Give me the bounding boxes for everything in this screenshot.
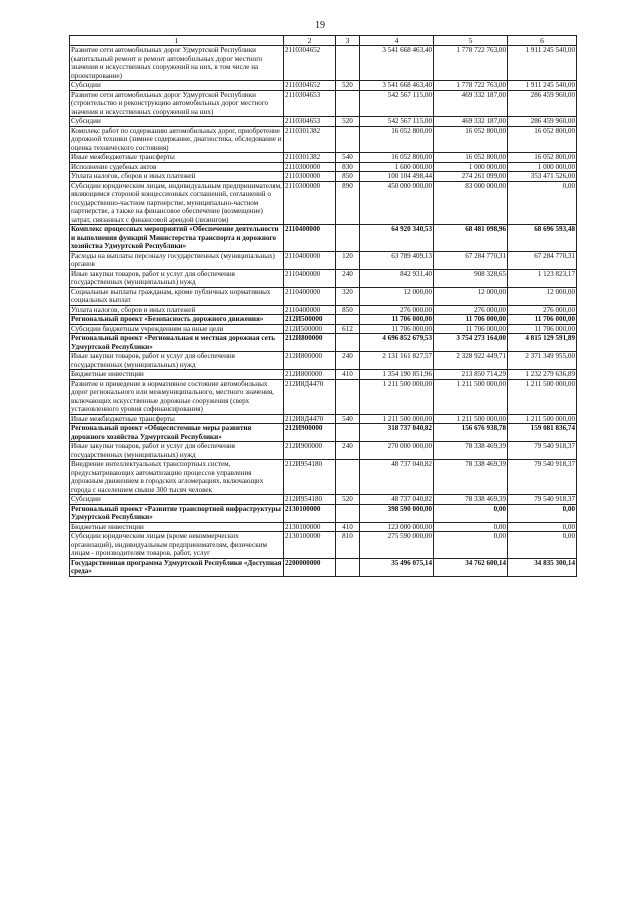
row-amount-1: 1 211 500 000,00: [360, 414, 434, 424]
row-code: 2110400000: [284, 225, 336, 252]
row-amount-3: 79 540 918,37: [508, 495, 577, 505]
table-row: [70, 424, 577, 442]
row-amount-1: 842 931,40: [360, 269, 434, 287]
table-row: [70, 460, 577, 495]
row-amount-2: 274 261 099,00: [434, 172, 508, 182]
row-name: Развитие и приведение в нормативное состояние автомобильных дорог регионального или межмуниципального, местного значения, включающих искусственные дорожные сооружения (сверх установленного уровня софинансирования): [70, 379, 284, 414]
row-amount-1: 1 211 500 000,00: [360, 379, 434, 414]
row-amount-2: 78 338 469,39: [434, 495, 508, 505]
row-amount-1: 270 000 000,00: [360, 442, 434, 460]
row-amount-3: 1 232 279 636,89: [508, 370, 577, 380]
table-row: [70, 251, 577, 269]
table-row: [70, 324, 577, 334]
row-amount-2: 156 676 938,78: [434, 424, 508, 442]
row-name: Государственная программа Удмуртской Республики «Доступная среда»: [70, 558, 284, 576]
row-code: 2110304653: [284, 90, 336, 117]
row-amount-3: 68 696 593,48: [508, 225, 577, 252]
column-header: 2: [284, 36, 336, 46]
table-row: [70, 225, 577, 252]
column-header: 5: [434, 36, 508, 46]
row-code: 212И800000: [284, 334, 336, 352]
row-amount-1: 35 496 075,14: [360, 558, 434, 576]
row-name: Бюджетные инвестиции: [70, 370, 284, 380]
row-code: 2110300000: [284, 162, 336, 172]
row-code: 2110304652: [284, 81, 336, 91]
row-code: 212И900000: [284, 442, 336, 460]
row-amount-1: 276 000,00: [360, 305, 434, 315]
row-expense-type: [336, 424, 360, 442]
row-expense-type: 240: [336, 442, 360, 460]
table-row: [70, 370, 577, 380]
row-name: Региональный проект «Развитие транспортной инфраструктуры Удмуртской Республики»: [70, 504, 284, 522]
row-expense-type: [336, 90, 360, 117]
row-amount-1: 123 000 000,00: [360, 522, 434, 532]
row-amount-3: 1 911 245 540,00: [508, 81, 577, 91]
row-code: 2110301382: [284, 153, 336, 163]
row-amount-2: 83 000 000,00: [434, 181, 508, 225]
row-amount-3: 79 540 918,37: [508, 442, 577, 460]
row-code: 2130100000: [284, 522, 336, 532]
row-amount-1: 275 590 000,00: [360, 532, 434, 559]
row-expense-type: 830: [336, 162, 360, 172]
row-name: Субсидии: [70, 495, 284, 505]
row-code: 2110400000: [284, 305, 336, 315]
table-row: [70, 504, 577, 522]
row-expense-type: 540: [336, 414, 360, 424]
row-name: Уплата налогов, сборов и иных платежей: [70, 172, 284, 182]
row-name: Внедрение интеллектуальных транспортных систем, предусматривающих автоматизацию процессов управления дорожным движением в городских агломерациях, включающих города с населением свыше 300 тысяч человек: [70, 460, 284, 495]
column-header: 3: [336, 36, 360, 46]
row-amount-1: 11 706 000,00: [360, 315, 434, 325]
row-amount-1: 16 052 800,00: [360, 126, 434, 153]
row-amount-2: 0,00: [434, 532, 508, 559]
row-code: 2110304653: [284, 117, 336, 127]
row-name: Региональный проект «Региональная и местная дорожная сеть Удмуртской Республики»: [70, 334, 284, 352]
row-amount-3: 2 371 349 955,00: [508, 352, 577, 370]
table-row: [70, 269, 577, 287]
row-code: 2110304652: [284, 46, 336, 81]
row-code: 2110300000: [284, 172, 336, 182]
row-code: 212И900000: [284, 424, 336, 442]
row-amount-3: 353 471 526,00: [508, 172, 577, 182]
row-amount-2: 469 332 187,00: [434, 90, 508, 117]
row-amount-1: 3 541 668 463,40: [360, 46, 434, 81]
row-amount-1: 398 590 000,00: [360, 504, 434, 522]
table-row: [70, 172, 577, 182]
row-code: 2110300000: [284, 181, 336, 225]
row-code: 2200000000: [284, 558, 336, 576]
row-expense-type: 240: [336, 269, 360, 287]
row-code: 212И954180: [284, 495, 336, 505]
row-expense-type: [336, 379, 360, 414]
table-row: [70, 414, 577, 424]
row-expense-type: 410: [336, 370, 360, 380]
row-amount-2: 0,00: [434, 522, 508, 532]
table-row: [70, 81, 577, 91]
table-row: [70, 442, 577, 460]
table-row: [70, 126, 577, 153]
row-name: Расходы на выплаты персоналу государственных (муниципальных) органов: [70, 251, 284, 269]
row-amount-1: 542 567 115,00: [360, 117, 434, 127]
row-amount-2: 12 000,00: [434, 287, 508, 305]
row-expense-type: [336, 315, 360, 325]
row-amount-2: 908 328,65: [434, 269, 508, 287]
row-expense-type: 240: [336, 352, 360, 370]
row-amount-1: 318 737 040,82: [360, 424, 434, 442]
table-row: [70, 162, 577, 172]
row-code: 212И8Д4470: [284, 414, 336, 424]
row-name: Субсидии: [70, 81, 284, 91]
row-amount-1: 12 000,00: [360, 287, 434, 305]
row-expense-type: [336, 460, 360, 495]
row-expense-type: [336, 46, 360, 81]
row-amount-3: 11 706 000,00: [508, 315, 577, 325]
row-name: Иные закупки товаров, работ и услуг для обеспечения государственных (муниципальных) нужд: [70, 352, 284, 370]
row-amount-2: 1 211 500 000,00: [434, 414, 508, 424]
row-name: Иные закупки товаров, работ и услуг для обеспечения государственных (муниципальных) нужд: [70, 442, 284, 460]
table-row: [70, 46, 577, 81]
row-amount-3: 1 211 500 000,00: [508, 379, 577, 414]
row-expense-type: [336, 334, 360, 352]
row-name: Субсидии юридическим лицам (кроме некоммерческих организаций), индивидуальным предпринимателям, физическим лицам - производителям товаров, работ, услуг: [70, 532, 284, 559]
row-code: 2130100000: [284, 532, 336, 559]
row-name: Региональный проект «Безопасность дорожного движения»: [70, 315, 284, 325]
column-header: 4: [360, 36, 434, 46]
row-amount-1: 48 737 040,82: [360, 495, 434, 505]
row-name: Субсидии бюджетным учреждениям на иные цели: [70, 324, 284, 334]
row-code: 2110400000: [284, 251, 336, 269]
table-row: [70, 315, 577, 325]
row-expense-type: 540: [336, 153, 360, 163]
row-name: Бюджетные инвестиции: [70, 522, 284, 532]
row-expense-type: [336, 504, 360, 522]
row-expense-type: 520: [336, 81, 360, 91]
row-amount-3: 286 459 960,00: [508, 90, 577, 117]
row-code: 212И500000: [284, 315, 336, 325]
row-amount-3: 276 000,00: [508, 305, 577, 315]
row-name: Комплекс работ по содержанию автомобильных дорог, приобретение дорожной техники (зимнее содержание, диагностика, обследование и оценка технического состояния): [70, 126, 284, 153]
row-expense-type: [336, 126, 360, 153]
row-amount-1: 16 052 800,00: [360, 153, 434, 163]
row-amount-3: 0,00: [508, 181, 577, 225]
row-amount-2: 34 762 600,14: [434, 558, 508, 576]
row-expense-type: [336, 558, 360, 576]
row-amount-2: 78 338 469,39: [434, 442, 508, 460]
row-amount-2: 11 706 000,00: [434, 324, 508, 334]
row-code: 212И800000: [284, 352, 336, 370]
row-amount-2: 1 211 500 000,00: [434, 379, 508, 414]
row-expense-type: 120: [336, 251, 360, 269]
table-row: [70, 379, 577, 414]
row-amount-3: 4 815 129 591,89: [508, 334, 577, 352]
table-row: [70, 334, 577, 352]
table-row: [70, 495, 577, 505]
row-amount-1: 64 920 340,53: [360, 225, 434, 252]
row-amount-3: 159 081 836,74: [508, 424, 577, 442]
row-amount-2: 1 778 722 763,00: [434, 46, 508, 81]
table-row: [70, 181, 577, 225]
row-amount-2: 0,00: [434, 504, 508, 522]
row-amount-3: 1 211 500 000,00: [508, 414, 577, 424]
table-row: [70, 287, 577, 305]
row-name: Уплата налогов, сборов и иных платежей: [70, 305, 284, 315]
table-row: [70, 90, 577, 117]
table-row: [70, 153, 577, 163]
row-amount-2: 78 338 469,39: [434, 460, 508, 495]
row-amount-3: 67 284 770,31: [508, 251, 577, 269]
table-row: [70, 305, 577, 315]
row-amount-2: 16 052 800,00: [434, 126, 508, 153]
row-amount-2: 68 481 098,96: [434, 225, 508, 252]
table-row: [70, 558, 577, 576]
row-name: Иные закупки товаров, работ и услуг для обеспечения государственных (муниципальных) нужд: [70, 269, 284, 287]
row-code: 2130100000: [284, 504, 336, 522]
row-amount-3: 1 000 000,00: [508, 162, 577, 172]
row-name: Субсидии: [70, 117, 284, 127]
column-header: 1: [70, 36, 284, 46]
row-name: Субсидии юридическим лицам, индивидуальным предпринимателям, являющимся стороной концессионных соглашений, соглашений о государственно-частном партнерстве, муниципально-частном партнерстве, а также на финансовое обеспечение (возмещение) затрат, связанных с финансовой арендой (лизингом): [71, 181, 282, 224]
table-header-row: [70, 36, 577, 46]
row-name: Иные межбюджетные трансферты: [70, 153, 284, 163]
budget-table: [69, 35, 577, 577]
row-amount-2: 276 000,00: [434, 305, 508, 315]
column-header: 6: [508, 36, 577, 46]
row-amount-1: 542 567 115,00: [360, 90, 434, 117]
table-row: [70, 117, 577, 127]
row-amount-2: 213 850 714,29: [434, 370, 508, 380]
row-name: Развитие сети автомобильных дорог Удмуртской Республики (строительство и реконструкцию автомобильных дорог местного значения и искусственных сооружений на них): [70, 90, 284, 117]
row-amount-3: 0,00: [508, 522, 577, 532]
row-amount-1: 1 354 190 851,96: [360, 370, 434, 380]
row-amount-3: 16 052 800,00: [508, 153, 577, 163]
row-expense-type: 850: [336, 172, 360, 182]
row-code: 212И500000: [284, 324, 336, 334]
row-code: 212И8Д4470: [284, 379, 336, 414]
row-amount-3: 286 459 960,00: [508, 117, 577, 127]
row-name: Развитие сети автомобильных дорог Удмуртской Республики (капитальный ремонт и ремонт автомобильных дорог местного значения и искусственных сооружений на них, в том числе на проектирование): [70, 46, 284, 81]
row-amount-3: 12 000,00: [508, 287, 577, 305]
row-amount-3: 11 706 000,00: [508, 324, 577, 334]
row-amount-3: 1 123 823,17: [508, 269, 577, 287]
row-amount-1: 2 131 161 827,57: [360, 352, 434, 370]
row-amount-2: 11 706 000,00: [434, 315, 508, 325]
table-row: [70, 352, 577, 370]
row-expense-type: 810: [336, 532, 360, 559]
row-amount-1: 4 696 852 679,53: [360, 334, 434, 352]
row-amount-1: 63 789 409,13: [360, 251, 434, 269]
row-amount-2: 67 284 770,31: [434, 251, 508, 269]
row-amount-1: 11 706 000,00: [360, 324, 434, 334]
row-amount-1: 1 600 000,00: [360, 162, 434, 172]
page-number: 19: [315, 20, 325, 31]
row-amount-1: 48 737 040,82: [360, 460, 434, 495]
row-expense-type: 612: [336, 324, 360, 334]
row-expense-type: 850: [336, 305, 360, 315]
row-amount-2: 1 000 000,00: [434, 162, 508, 172]
row-amount-3: 0,00: [508, 532, 577, 559]
row-amount-2: 2 328 922 449,71: [434, 352, 508, 370]
row-amount-1: 3 541 668 463,40: [360, 81, 434, 91]
row-code: 2110400000: [284, 287, 336, 305]
row-amount-2: 469 332 187,00: [434, 117, 508, 127]
row-expense-type: 320: [336, 287, 360, 305]
row-amount-2: 1 778 722 763,00: [434, 81, 508, 91]
row-amount-3: 16 052 800,00: [508, 126, 577, 153]
row-expense-type: 410: [336, 522, 360, 532]
row-code: 2110301382: [284, 126, 336, 153]
row-amount-3: 0,00: [508, 504, 577, 522]
row-amount-2: 3 754 273 164,00: [434, 334, 508, 352]
row-amount-2: 16 052 800,00: [434, 153, 508, 163]
row-amount-3: 79 540 918,37: [508, 460, 577, 495]
row-amount-3: 34 835 300,14: [508, 558, 577, 576]
row-name: Исполнение судебных актов: [70, 162, 284, 172]
row-expense-type: 520: [336, 495, 360, 505]
row-name: Региональный проект «Общесистемные меры развития дорожного хозяйства Удмуртской Республики»: [70, 424, 284, 442]
row-name: Социальные выплаты гражданам, кроме публичных нормативных социальных выплат: [70, 287, 284, 305]
row-amount-1: 450 000 000,00: [360, 181, 434, 225]
row-name: Иные межбюджетные трансферты: [70, 414, 284, 424]
row-amount-3: 1 911 245 540,00: [508, 46, 577, 81]
row-expense-type: 890: [336, 181, 360, 225]
table-row: [70, 532, 577, 559]
table-row: [70, 522, 577, 532]
row-amount-1: 100 104 498,44: [360, 172, 434, 182]
row-name: Комплекс процессных мероприятий «Обеспечение деятельности и выполнения функций Министерства транспорта и дорожного хозяйства Удмуртской Республики»: [70, 225, 284, 252]
row-code: 212И954180: [284, 460, 336, 495]
row-expense-type: [336, 225, 360, 252]
row-code: 2110400000: [284, 269, 336, 287]
row-expense-type: 520: [336, 117, 360, 127]
row-code: 212И800000: [284, 370, 336, 380]
